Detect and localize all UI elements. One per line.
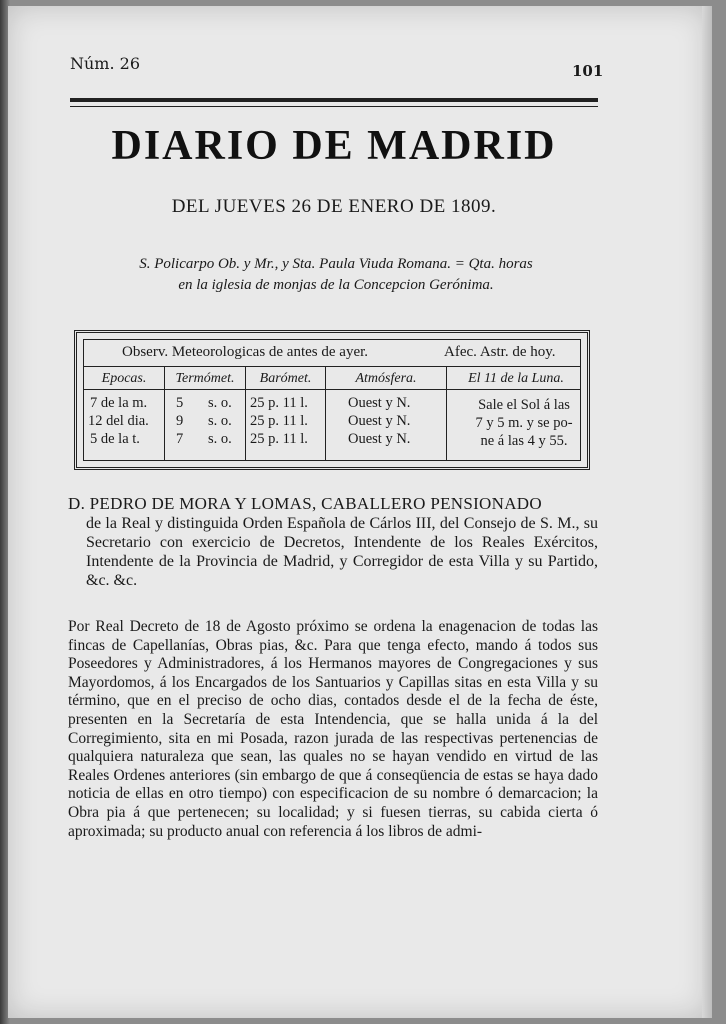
decree-paragraph: Por Real Decreto de 18 de Agosto próximo se ordena la enagenacion de todas las fincas de Capellanías, Obras pias, &c. Para que tenga efecto, mando á todos sus Poseedores y Administradores, á los Hermanos mayores de Congregaciones y sus Mayordomos, á los Encargados de los Santuarios y Capillas sitas en esta Villa y su término, que en el preciso de ocho dias, contados desde el de la fecha de éste, presenten en la Secretaría de esta Intendencia, que se halla unida á la del Corregimiento, sita en mi Posada, razon jurada de las respectivas pertenencias de qualquiera naturaleza que sean, las quales no se hayan vendido en virtud de las Reales Ordenes anteriores (sin embargo de que á conseqüencia de estas se haya dado noticia de ellas en otro tiempo) con especificacion de su nombre ó demarcacion; la Obra pia á que pertenecen; su localidad; y si fuesen tierras, su cabida cierta ó aproximada; su producto anual con referencia á los libros de admi-: [68, 618, 598, 840]
col-atmosfera: Atmósfera.: [355, 371, 417, 386]
saints-line-1: S. Policarpo Ob. y Mr., y Sta. Paula Viuda Romana. = Qta. horas: [139, 256, 533, 272]
row1-temp: 5: [176, 395, 184, 411]
row1-epoca: 7 de la m.: [90, 395, 148, 411]
proclamation-heading: [68, 494, 598, 590]
row2-epoca: 12 del dia.: [88, 413, 149, 429]
moon-line: ne á las 4 y 55.: [480, 433, 568, 449]
weather-table: [74, 330, 590, 470]
saints-of-day: [86, 254, 586, 296]
masthead-title: DIARIO DE MADRID: [111, 123, 557, 169]
header-rule-thin: [70, 106, 598, 107]
sun-times: [460, 396, 588, 450]
row1-barom: 25 p. 11 l.: [250, 395, 308, 411]
row2-temp: 9: [176, 413, 184, 429]
row3-epoca: 5 de la t.: [90, 431, 140, 447]
row3-atm: Ouest y N.: [348, 431, 411, 447]
proclamation-titles: de la Real y distinguida Orden Española de Cárlos III, del Consejo de S. M., su Secretario con exercicio de Decretos, Intendente de los Reales Exércitos, Intendente de la Provincia de Madrid, y Corregidor de esta Villa y su Partido, &c. &c.: [86, 515, 598, 589]
proclamation-lead: D. PEDRO DE MORA Y LOMAS, CABALLERO PENSIONADO: [68, 494, 542, 513]
table-rule: [84, 366, 580, 367]
moon-line: Sale el Sol á las: [478, 397, 570, 413]
page-number: 101: [572, 62, 604, 80]
row3-temp: 7: [176, 431, 184, 447]
dateline: DEL JUEVES 26 DE ENERO DE 1809.: [171, 196, 497, 217]
header-rule: [70, 98, 598, 102]
table-rule: [84, 389, 580, 390]
astro-title: Afec. Astr. de hoy.: [444, 344, 556, 360]
row3-dir: s. o.: [208, 431, 232, 447]
moon-line: 7 y 5 m. y se po-: [475, 415, 573, 431]
col-luna: El 11 de la Luna.: [468, 371, 564, 386]
weather-title: Observ. Meteorologicas de antes de ayer.: [122, 344, 369, 360]
row2-barom: 25 p. 11 l.: [250, 413, 308, 429]
col-termometro: Termómet.: [175, 371, 235, 386]
weather-table-inner: [83, 339, 581, 461]
row2-dir: s. o.: [208, 413, 232, 429]
col-barometro: Barómet.: [259, 371, 312, 386]
page-edge: [702, 6, 712, 1018]
col-epocas: Epocas.: [101, 371, 147, 386]
row1-atm: Ouest y N.: [348, 395, 411, 411]
row1-dir: s. o.: [208, 395, 232, 411]
saints-line-2: en la iglesia de monjas de la Concepcion Gerónima.: [178, 277, 494, 293]
row3-barom: 25 p. 11 l.: [250, 431, 308, 447]
row2-atm: Ouest y N.: [348, 413, 411, 429]
issue-number: Núm. 26: [70, 54, 141, 73]
